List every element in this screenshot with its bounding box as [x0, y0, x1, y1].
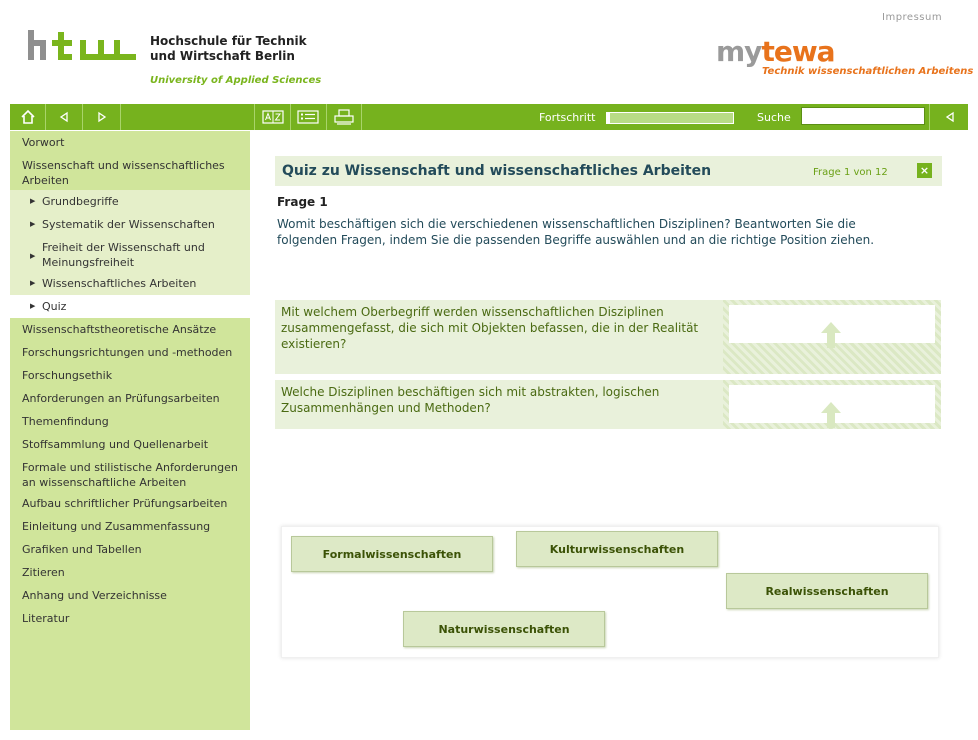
toolbar [10, 104, 968, 130]
institution-subtitle: University of Applied Sciences [150, 75, 322, 86]
progress-label: Fortschritt [539, 111, 596, 124]
sidebar-item-literatur[interactable] [10, 607, 250, 630]
sidebar-item-label: Anforderungen an Prüfungsarbeiten [22, 392, 220, 405]
triangle-right-icon: ▶ [30, 302, 36, 310]
search-input[interactable] [801, 107, 925, 125]
progress-bar [606, 112, 734, 124]
glossary-icon [262, 110, 284, 124]
sidebar-item-wissenschaft[interactable] [10, 154, 250, 192]
sidebar-item-label: Literatur [22, 612, 70, 625]
sidebar-item-label: Forschungsrichtungen und -methoden [22, 346, 233, 359]
institution-name [150, 34, 307, 64]
drop-question-text: Welche Disziplinen beschäftigen sich mit abstrakten, logischen Zusammenhängen und Methoden? [281, 385, 660, 415]
close-icon: × [919, 164, 930, 177]
answer-card-label: Naturwissenschaften [438, 622, 570, 636]
sidebar-item-label: Grundbegriffe [42, 195, 119, 208]
print-button[interactable] [327, 104, 362, 130]
sidebar-item-label: Wissenschaft und wissenschaftliches Arbeiten [22, 159, 225, 187]
mytewa-logo-my: my [716, 35, 762, 68]
sidebar-item-vorwort[interactable] [10, 131, 250, 154]
progress-bar-fill [607, 113, 610, 123]
sidebar-item-label: Systematik der Wissenschaften [42, 218, 215, 231]
next-page-button[interactable] [83, 104, 121, 130]
answer-card-realwissenschaften[interactable] [726, 573, 928, 609]
arrow-left-icon [58, 111, 70, 123]
quiz-title: Quiz zu Wissenschaft und wissenschaftliches Arbeiten [282, 163, 712, 179]
sidebar-item-formale-anforderungen[interactable] [10, 456, 250, 494]
close-quiz-button[interactable] [917, 163, 932, 178]
sidebar-item-label: Formale und stilistische Anforderungen an wissenschaftliche Arbeiten [22, 461, 238, 489]
triangle-right-icon: ▶ [30, 279, 36, 287]
arrow-right-icon [96, 111, 108, 123]
sidebar-item-anhang[interactable] [10, 584, 250, 607]
sidebar-item-forschungsrichtungen[interactable] [10, 341, 250, 364]
arrow-up-icon [821, 322, 841, 348]
institution-name-line1: Hochschule für Technik [150, 34, 307, 48]
sidebar-item-label: Themenfindung [22, 415, 109, 428]
sidebar-subitem-freiheit[interactable] [10, 236, 250, 272]
sidebar-item-label: Aufbau schriftlicher Prüfungsarbeiten [22, 497, 228, 510]
sidebar-navigation [10, 131, 250, 730]
sidebar-item-zitieren[interactable] [10, 561, 250, 584]
sidebar-item-label: Zitieren [22, 566, 65, 579]
drop-question-text: Mit welchem Oberbegriff werden wissenschaftlichen Disziplinen zusammengefasst, die sich mit Objekten befassen, die in der Realität existieren? [281, 305, 699, 351]
question-instructions: Womit beschäftigen sich die verschiedenen wissenschaftlichen Disziplinen? Beantworten Sie die folgenden Fragen, indem Sie die passenden Begriffe auswählen und an die richtige Position ziehen. [277, 217, 875, 247]
impressum-link[interactable]: Impressum [882, 12, 943, 23]
sidebar-item-einleitung[interactable] [10, 515, 250, 538]
sidebar-item-label: Einleitung und Zusammenfassung [22, 520, 211, 533]
sidebar-item-stoffsammlung[interactable] [10, 433, 250, 456]
triangle-right-icon: ▶ [30, 252, 36, 260]
search-submit-button[interactable] [929, 104, 969, 130]
sidebar-subitem-systematik[interactable] [10, 213, 250, 236]
answer-card-label: Kulturwissenschaften [549, 542, 685, 556]
home-icon [20, 109, 36, 125]
mytewa-logo [716, 35, 835, 68]
sidebar-item-label: Anhang und Verzeichnisse [22, 589, 167, 602]
sidebar-item-label: Vorwort [22, 136, 65, 149]
glossary-button[interactable] [254, 104, 291, 130]
sidebar-item-aufbau[interactable] [10, 492, 250, 515]
sidebar-item-themenfindung[interactable] [10, 410, 250, 433]
arrow-left-icon [944, 111, 956, 123]
drop-question-row [275, 300, 941, 374]
sidebar-item-label: Quiz [42, 300, 67, 313]
sidebar-item-wissenschaftstheorie[interactable] [10, 318, 250, 341]
list-icon [297, 110, 319, 124]
home-button[interactable] [10, 104, 46, 130]
sidebar-subitem-grundbegriffe[interactable] [10, 190, 250, 213]
question-label: Frage 1 [277, 195, 328, 209]
sidebar-item-grafiken[interactable] [10, 538, 250, 561]
previous-page-button[interactable] [46, 104, 83, 130]
answer-card-kulturwissenschaften[interactable] [516, 531, 718, 567]
arrow-up-icon [821, 402, 841, 428]
printer-icon [333, 109, 355, 125]
answer-card-label: Formalwissenschaften [322, 547, 462, 561]
sidebar-subitem-quiz[interactable] [10, 295, 250, 318]
question-counter: Frage 1 von 12 [813, 167, 888, 178]
triangle-right-icon: ▶ [30, 220, 36, 228]
search-label: Suche [757, 111, 791, 124]
sidebar-subitem-wissenschaftliches-arbeiten[interactable] [10, 272, 250, 295]
sidebar-item-label: Stoffsammlung und Quellenarbeit [22, 438, 209, 451]
answer-card-formalwissenschaften[interactable] [291, 536, 493, 572]
sidebar-item-label: Wissenschaftstheoretische Ansätze [22, 323, 217, 336]
contents-list-button[interactable] [290, 104, 327, 130]
mytewa-logo-tewa: tewa [761, 35, 835, 68]
htw-logo [28, 30, 136, 64]
sidebar-item-label: Forschungsethik [22, 369, 113, 382]
sidebar-item-label: Grafiken und Tabellen [22, 543, 142, 556]
mytewa-subtitle: Technik wissenschaftlichen Arbeitens [762, 66, 974, 77]
institution-name-line2: und Wirtschaft Berlin [150, 49, 295, 63]
sidebar-item-anforderungen[interactable] [10, 387, 250, 410]
answer-pool [281, 526, 939, 658]
sidebar-item-forschungsethik[interactable] [10, 364, 250, 387]
answer-card-naturwissenschaften[interactable] [403, 611, 605, 647]
triangle-right-icon: ▶ [30, 197, 36, 205]
sidebar-item-label: Wissenschaftliches Arbeiten [42, 277, 197, 290]
sidebar-item-label: Freiheit der Wissenschaft und Meinungsfreiheit [42, 241, 205, 269]
answer-card-label: Realwissenschaften [765, 584, 889, 598]
drop-question-row [275, 380, 941, 429]
